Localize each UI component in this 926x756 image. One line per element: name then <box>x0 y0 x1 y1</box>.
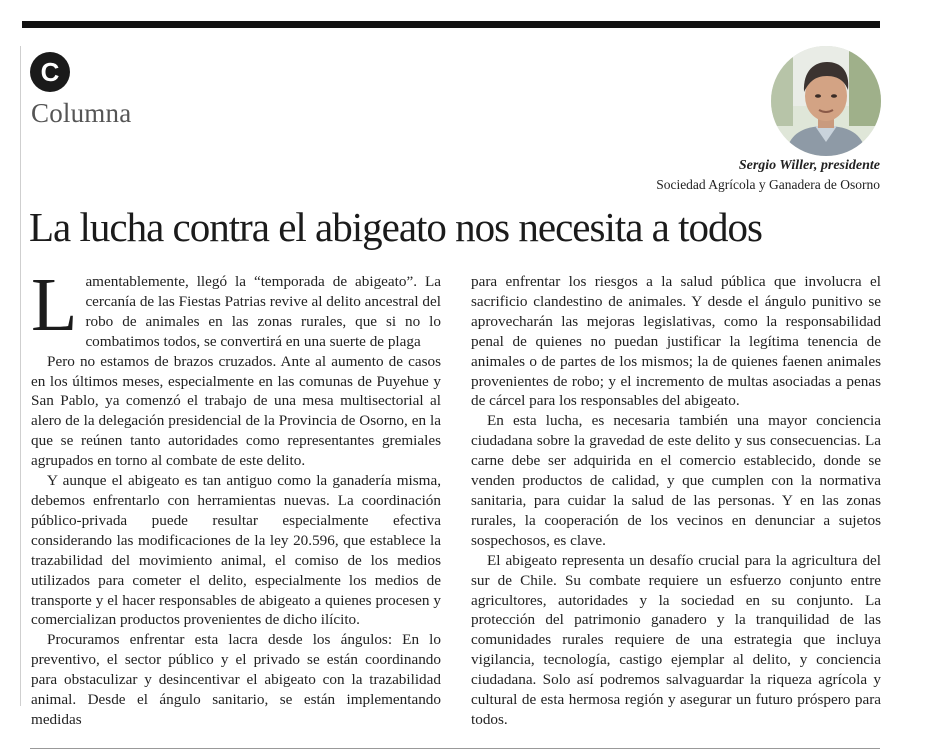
paragraph-7: El abigeato representa un desafío crucial para la agricultura del sur de Chile. Su combate requiere un esfuerzo conjunto entre agricultores, autoridades y la sociedad en su conjunto. La protección del patrimonio ganadero y la tranquilidad de las comunidades rurales requiere de una estrategia que incluya vigilancia, tecnología, castigo ejemplar al delito, y conciencia ciudadana. Solo así podremos salvaguardar la riqueza agrícola y cultural de esta hermosa región y asegurar un futuro próspero para todos. <box>471 551 881 728</box>
headline: La lucha contra el abigeato nos necesita a todos <box>29 204 762 250</box>
top-rule <box>22 21 880 28</box>
author-name: Sergio Willer, presidente <box>738 158 880 173</box>
paragraph-5: para enfrentar los riesgos a la salud pública que involucra el sacrificio clandestino de animales. Y desde el ángulo punitivo se aprovecharán las mejoras legislativas, como la responsabilidad penal de quienes no puedan justificar la legítima tenencia de animales o de partes de los mismos; la de quienes faenen animales provenientes de robo; y el incremento de multas asociadas a penas de cárcel para los responsables del abigeato. <box>471 273 881 410</box>
paragraph-4: Procuramos enfrentar esta lacra desde los ángulos: En lo preventivo, el sector público y el privado se están coordinando para obstaculizar y desincentivar el abigeato con la trazabilidad animal. Desde el ángulo sanitario, se están implementando medidas <box>31 631 441 728</box>
bottom-rule <box>30 748 880 749</box>
paragraph-3: Y aunque el abigeato es tan antiguo como la ganadería misma, debemos enfrentarlo con herramientas nuevas. La coordinación público-privada puede resultar especialmente efectiva considerando las modificaciones de la ley 20.596, que establece la trazabilidad del movimiento animal, el comiso de los medios utilizados para cometer el delito, especialmente los medios de transporte y el hacer responsables de abigeato a quienes procesen y comercializan productos provenientes de dicho ilícito. <box>31 472 441 629</box>
author-photo <box>771 46 881 156</box>
left-margin-rule <box>20 46 21 706</box>
dropcap: L <box>31 263 78 347</box>
paragraph-2: Pero no estamos de brazos cruzados. Ante al aumento de casos en los últimos meses, especialmente en las comunas de Puyehue y San Pablo, ya comenzó el trabajo de una mesa multisectorial al alero de la delegación presidencial de la Provincia de Osorno, en la que se reúnen tanto autoridades como representantes gremiales agrupados en torno al combate de este delito. <box>31 352 441 470</box>
paragraph-1-text: amentablemente, llegó la “temporada de abigeato”. La cercanía de las Fiestas Patrias revive al delito ancestral del robo de animales en las zonas rurales, que si no lo combatimos todos, se convertirá en una suerte de plaga <box>85 273 441 350</box>
section-label: Columna <box>31 98 132 128</box>
column-badge-icon: C <box>30 52 70 92</box>
byline <box>656 156 880 194</box>
author-portrait-image <box>771 46 881 156</box>
article-column-left <box>31 263 441 730</box>
article-column-right <box>471 272 881 730</box>
paragraph-6: En esta lucha, es necesaria también una mayor conciencia ciudadana sobre la gravedad de este delito y sus consecuencias. La carne debe ser adquirida en el comercio establecido, donde se venden productos de calidad, y que cumplen con la normativa sanitaria, para cuidar la salud de las personas. Y en las zonas rurales, la cooperación de los vecinos en denunciar a sujetos sospechosos, es clave. <box>471 412 881 549</box>
author-organization: Sociedad Agrícola y Ganadera de Osorno <box>656 177 880 192</box>
paragraph-1 <box>31 263 441 352</box>
